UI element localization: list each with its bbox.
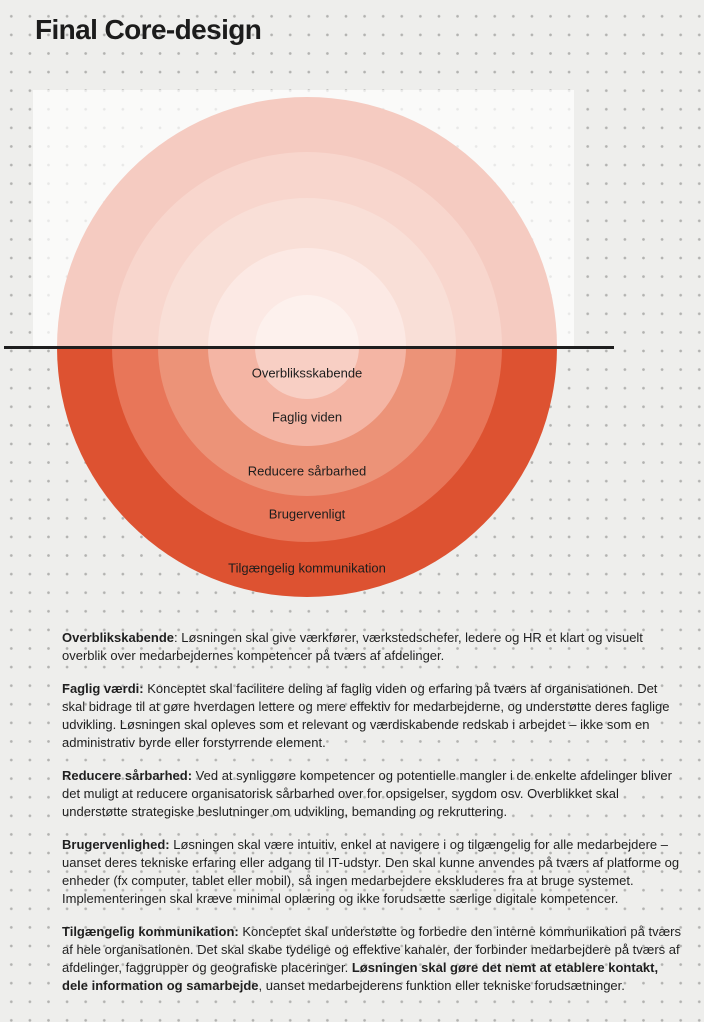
ring-label: Tilgængelig kommunikation xyxy=(228,560,386,576)
paragraph-text-segment: Konceptet skal facilitere deling af faglig viden og erfaring på tværs af organisationen. Det skal bidrage til at gøre hverdagen lettere og mere effektiv for medarbejderne, og understøtte deres faglige udvikling. Løsningen skal opleves som et relevant og værdiskabende redskab i arbejdet – ikke som en administrativ byrde eller forstyrrende element. xyxy=(62,681,670,750)
paragraph-text-segment: Ved at synliggøre kompetencer og potentielle mangler i de enkelte afdelinger bliver det muligt at reducere organisatorisk sårbarhed over for opsigelser, sygdom osv. Overblikket skal understøtte strategiske beslutninger om udvikling, bemanding og rekruttering. xyxy=(62,768,672,819)
description-text xyxy=(62,629,682,1010)
paragraph-bold-segment: Tilgængelig kommunikation: xyxy=(62,924,239,939)
description-paragraph xyxy=(62,923,682,995)
description-paragraph xyxy=(62,836,682,908)
top-half-fade-overlay xyxy=(33,90,574,347)
paragraph-bold-segment: Brugervenlighed: xyxy=(62,837,170,852)
paragraph-bold-segment: Reducere sårbarhed: xyxy=(62,768,193,783)
description-paragraph xyxy=(62,767,682,821)
divider-line xyxy=(4,346,614,349)
paragraph-text-segment: Løsningen skal være intuitiv, enkel at navigere i og tilgængelig for alle medarbejdere – uanset deres tekniske erfaring eller adgang til IT-udstyr. Den skal kunne anvendes på tværs af platforme og enheder (fx computer, tablet eller mobil), så ingen medarbejdere ekskluderes fra at bruge systemet. Implementeringen skal kræve minimal oplæring og ikke forudsætte særlige digitale kompetencer. xyxy=(62,837,680,906)
ring-label: Overbliksskabende xyxy=(251,365,363,381)
paragraph-bold-segment: Løsningen skal gøre det nemt at etablere kontakt, dele information og samarbejde xyxy=(62,960,659,993)
paragraph-text-segment: Konceptet skal understøtte og forbedre den interne kommunikation på tværs af hele organisationen. Det skal skabe tydelige og effektive kanaler, der forbinder medarbejdere på tværs af afdelinger, faggrupper og geografiske placeringer. xyxy=(62,924,681,975)
description-paragraph xyxy=(62,680,682,752)
paragraph-text-segment: : Løsningen skal give værkfører, værkstedschefer, ledere og HR et klart og visuelt overblik over medarbejdernes kompetencer på tværs af afdelinger. xyxy=(62,630,643,663)
paragraph-bold-segment: Overblikskabende xyxy=(62,630,174,645)
ring-label: Brugervenligt xyxy=(268,506,346,522)
paragraph-text-segment: , uanset medarbejderens funktion eller tekniske forudsætninger. xyxy=(258,978,625,993)
page-title: Final Core-design xyxy=(35,14,262,45)
paragraph-bold-segment: Faglig værdi: xyxy=(62,681,144,696)
description-paragraph xyxy=(62,629,682,665)
ring-label: Reducere sårbarhed xyxy=(247,463,367,479)
ring-label: Faglig viden xyxy=(271,409,343,425)
